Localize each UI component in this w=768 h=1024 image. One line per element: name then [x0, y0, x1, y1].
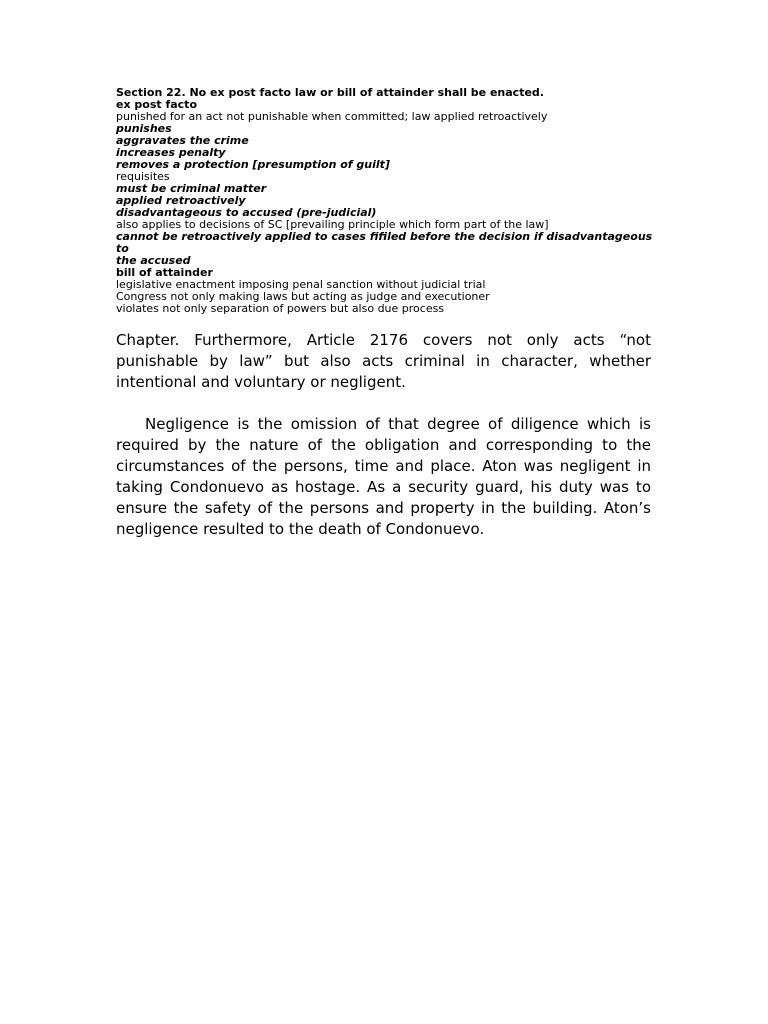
- body-text: [116, 330, 651, 540]
- notes-line: punishes: [116, 122, 172, 135]
- outline-notes: [116, 87, 656, 315]
- paragraph-negligence: Negligence is the omission of that degree of diligence which is required by the nature of the obligation and corresponding to the circumstances of the persons, time and place. Aton was negligent in taking Condonuevo as hostage. As a security guard, his duty was to ensure the safety of the persons and property in the building. Aton’s negligence resulted to the death of Condonuevo.: [116, 415, 651, 538]
- notes-line: must be criminal matter: [116, 182, 267, 195]
- notes-line: aggravates the crime: [116, 134, 249, 147]
- notes-line: also applies to decisions of SC [prevailing principle which form part of the law]: [116, 218, 549, 231]
- notes-line: removes a protection [presumption of guilt]: [116, 158, 390, 171]
- notes-line: cannot be retroactively applied to cases fifiled before the decision if disadvantageous to: [116, 230, 653, 255]
- notes-line: the accused: [116, 254, 191, 267]
- notes-line: Section 22. No ex post facto law or bill of attainder shall be enacted.: [116, 86, 544, 99]
- notes-line: disadvantageous to accused (pre-judicial): [116, 206, 377, 219]
- notes-line: requisites: [116, 170, 170, 183]
- notes-line: violates not only separation of powers but also due process: [116, 302, 445, 315]
- notes-line: bill of attainder: [116, 266, 213, 279]
- notes-line: legislative enactment imposing penal sanction without judicial trial: [116, 278, 486, 291]
- notes-line: ex post facto: [116, 98, 197, 111]
- paragraph-chapter: Chapter. Furthermore, Article 2176 covers not only acts “not punishable by law” but also acts criminal in character, whether intentional and voluntary or negligent.: [116, 331, 651, 391]
- notes-line: applied retroactively: [116, 194, 246, 207]
- notes-line: punished for an act not punishable when committed; law applied retroactively: [116, 110, 548, 123]
- notes-line: Congress not only making laws but acting as judge and executioner: [116, 290, 490, 303]
- notes-line: increases penalty: [116, 146, 226, 159]
